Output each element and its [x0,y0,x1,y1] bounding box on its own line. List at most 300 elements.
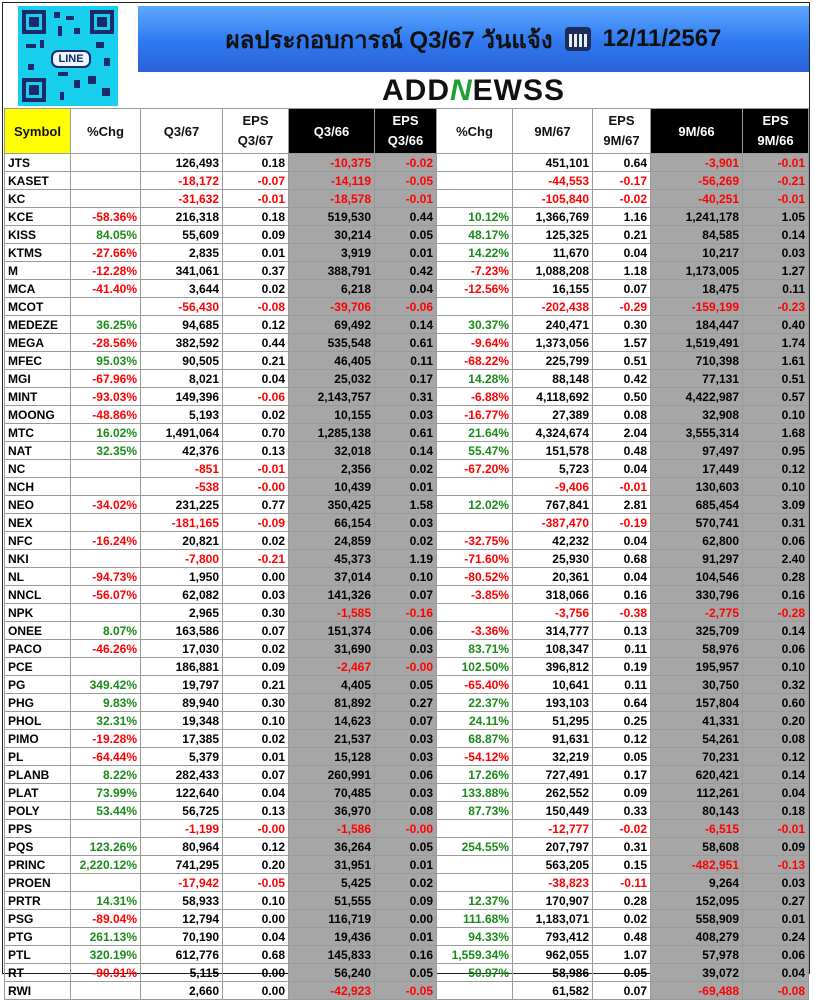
cell-chg-q3: -93.03% [71,388,141,406]
cell-9m-66: 325,709 [651,622,743,640]
cell-eps-q3-67: 0.03 [223,586,289,604]
cell-eps-q3-66: 1.19 [375,550,437,568]
cell-chg-9m [437,172,513,190]
cell-eps-9m-66: 0.60 [743,694,809,712]
col-header-q3-66: Q3/66 [289,109,375,154]
cell-9m-66: 157,804 [651,694,743,712]
cell-eps-9m-66: 0.31 [743,514,809,532]
cell-eps-q3-66: 0.09 [375,892,437,910]
cell-symbol: KCE [5,208,71,226]
cell-q3-66: 19,436 [289,928,375,946]
cell-eps-q3-67: 0.13 [223,802,289,820]
cell-q3-67: 1,491,064 [141,424,223,442]
table-row [5,208,809,226]
cell-chg-9m: -67.20% [437,460,513,478]
table-row [5,550,809,568]
cell-q3-66: 70,485 [289,784,375,802]
cell-9m-67: 25,930 [513,550,593,568]
qr-finder [90,10,114,34]
cell-chg-9m: 254.55% [437,838,513,856]
cell-chg-9m: -6.88% [437,388,513,406]
cell-chg-q3: 123.26% [71,838,141,856]
cell-9m-66: 10,217 [651,244,743,262]
cell-q3-67: 5,115 [141,964,223,982]
cell-eps-9m-67: 1.07 [593,946,651,964]
cell-q3-67: 58,933 [141,892,223,910]
cell-eps-q3-67: 0.77 [223,496,289,514]
cell-symbol: KISS [5,226,71,244]
cell-9m-66: 84,585 [651,226,743,244]
table-row [5,388,809,406]
cell-q3-66: 66,154 [289,514,375,532]
cell-q3-66: -42,923 [289,982,375,1000]
title-banner [138,6,809,72]
cell-9m-66: 80,143 [651,802,743,820]
cell-eps-9m-66: 0.04 [743,964,809,982]
cell-eps-q3-67: 0.70 [223,424,289,442]
cell-q3-67: 70,190 [141,928,223,946]
cell-q3-67: 2,835 [141,244,223,262]
cell-chg-q3: -41.40% [71,280,141,298]
cell-eps-q3-66: 0.14 [375,316,437,334]
cell-eps-q3-67: 0.21 [223,352,289,370]
table-row [5,226,809,244]
cell-9m-67: -387,470 [513,514,593,532]
cell-9m-67: 88,148 [513,370,593,388]
cell-9m-66: -482,951 [651,856,743,874]
col-header-eps-q3-67: EPS Q3/67 [223,109,289,154]
cell-eps-9m-66: -0.01 [743,154,809,172]
cell-eps-q3-67: 0.13 [223,442,289,460]
cell-chg-9m: 1,559.34% [437,946,513,964]
cell-eps-9m-66: 0.24 [743,928,809,946]
cell-chg-9m: 21.64% [437,424,513,442]
col-header-eps-9m-66: EPS 9M/66 [743,109,809,154]
col-header-chg-9m: %Chg [437,109,513,154]
cell-symbol: NEX [5,514,71,532]
cell-chg-q3: -56.07% [71,586,141,604]
cell-q3-66: 21,537 [289,730,375,748]
cell-chg-q3: 8.22% [71,766,141,784]
cell-9m-67: 150,449 [513,802,593,820]
page-title: ผลประกอบการณ์ Q3/67 วันแจ้ง [225,26,553,54]
cell-9m-66: 30,750 [651,676,743,694]
cell-eps-9m-67: -0.38 [593,604,651,622]
cell-eps-9m-67: 1.16 [593,208,651,226]
table-row [5,586,809,604]
cell-chg-9m [437,820,513,838]
cell-eps-q3-67: 0.07 [223,622,289,640]
cell-q3-66: 10,439 [289,478,375,496]
cell-eps-q3-67: -0.05 [223,874,289,892]
cell-eps-q3-66: 0.14 [375,442,437,460]
cell-eps-9m-67: 0.11 [593,676,651,694]
cell-chg-9m: -12.56% [437,280,513,298]
cell-9m-66: 17,449 [651,460,743,478]
table-row [5,622,809,640]
cell-eps-9m-66: 1.05 [743,208,809,226]
cell-9m-67: 1,183,071 [513,910,593,928]
cell-eps-9m-66: 0.32 [743,676,809,694]
cell-9m-67: 962,055 [513,946,593,964]
table-row [5,244,809,262]
cell-q3-67: 5,193 [141,406,223,424]
cell-q3-66: 14,623 [289,712,375,730]
cell-eps-9m-66: 0.06 [743,532,809,550]
cell-chg-9m: 102.50% [437,658,513,676]
cell-q3-67: 80,964 [141,838,223,856]
cell-q3-67: 186,881 [141,658,223,676]
cell-eps-9m-67: 0.04 [593,568,651,586]
cell-symbol: PLANB [5,766,71,784]
cell-eps-q3-66: 0.02 [375,460,437,478]
cell-chg-9m [437,874,513,892]
cell-eps-9m-67: 0.50 [593,388,651,406]
cell-eps-9m-67: 0.04 [593,460,651,478]
cell-q3-67: -7,800 [141,550,223,568]
table-row [5,280,809,298]
cell-eps-9m-67: -0.29 [593,298,651,316]
cell-eps-9m-67: 0.30 [593,316,651,334]
cell-q3-66: 151,374 [289,622,375,640]
cell-q3-66: 51,555 [289,892,375,910]
cell-chg-q3 [71,154,141,172]
cell-chg-q3: 261.13% [71,928,141,946]
cell-chg-9m: -65.40% [437,676,513,694]
cell-chg-9m: 48.17% [437,226,513,244]
cell-eps-9m-67: 0.64 [593,154,651,172]
logo-text-left: ADD [381,74,450,107]
cell-q3-66: 535,548 [289,334,375,352]
cell-symbol: MTC [5,424,71,442]
cell-eps-q3-67: -0.06 [223,388,289,406]
cell-chg-q3: -48.86% [71,406,141,424]
table-row [5,424,809,442]
cell-eps-q3-66: 0.42 [375,262,437,280]
cell-q3-66: 2,143,757 [289,388,375,406]
cell-chg-q3 [71,514,141,532]
cell-symbol: POLY [5,802,71,820]
cell-9m-66: 710,398 [651,352,743,370]
cell-chg-q3 [71,460,141,478]
cell-q3-66: 81,892 [289,694,375,712]
cell-q3-67: 282,433 [141,766,223,784]
cell-q3-67: 231,225 [141,496,223,514]
cell-9m-66: 57,978 [651,946,743,964]
cell-chg-9m: -7.23% [437,262,513,280]
cell-symbol: PIMO [5,730,71,748]
cell-eps-9m-66: -0.01 [743,820,809,838]
cell-q3-66: 10,155 [289,406,375,424]
cell-q3-67: 17,030 [141,640,223,658]
cell-chg-9m: -32.75% [437,532,513,550]
table-row [5,964,809,982]
cell-9m-67: -105,840 [513,190,593,208]
cell-eps-9m-67: 0.42 [593,370,651,388]
cell-9m-67: 51,295 [513,712,593,730]
table-row [5,748,809,766]
cell-9m-66: -56,269 [651,172,743,190]
cell-q3-67: 62,082 [141,586,223,604]
cell-chg-q3 [71,820,141,838]
cell-9m-67: 16,155 [513,280,593,298]
cell-chg-q3: 2,220.12% [71,856,141,874]
cell-eps-9m-66: 2.40 [743,550,809,568]
cell-eps-9m-66: 0.14 [743,622,809,640]
cell-q3-67: 122,640 [141,784,223,802]
cell-chg-9m [437,982,513,1000]
cell-chg-q3 [71,550,141,568]
cell-q3-67: 1,950 [141,568,223,586]
cell-chg-9m [437,298,513,316]
cell-9m-67: 10,641 [513,676,593,694]
cell-chg-9m: 94.33% [437,928,513,946]
table-row [5,982,809,1000]
cell-eps-9m-66: 0.18 [743,802,809,820]
cell-eps-q3-66: 0.44 [375,208,437,226]
col-header-9m-66: 9M/66 [651,109,743,154]
cell-eps-q3-67: -0.21 [223,550,289,568]
table-row [5,352,809,370]
cell-q3-66: 25,032 [289,370,375,388]
cell-chg-q3: -64.44% [71,748,141,766]
cell-q3-67: -1,199 [141,820,223,838]
cell-q3-66: 1,285,138 [289,424,375,442]
cell-9m-67: 125,325 [513,226,593,244]
cell-chg-9m: 68.87% [437,730,513,748]
cell-9m-67: 20,361 [513,568,593,586]
table-row [5,856,809,874]
cell-chg-9m: 14.28% [437,370,513,388]
logo-text-right: EWSS [472,74,566,107]
cell-9m-67: 262,552 [513,784,593,802]
cell-eps-q3-66: 0.01 [375,478,437,496]
table-row [5,370,809,388]
cell-eps-q3-66: 0.00 [375,910,437,928]
cell-symbol: NL [5,568,71,586]
cell-chg-q3 [71,172,141,190]
cell-eps-9m-67: -0.02 [593,820,651,838]
cell-symbol: NPK [5,604,71,622]
cell-symbol: RT [5,964,71,982]
cell-symbol: MCOT [5,298,71,316]
col-header-eps-q3-66: EPS Q3/66 [375,109,437,154]
table-row [5,316,809,334]
cell-eps-q3-66: 0.04 [375,280,437,298]
cell-symbol: M [5,262,71,280]
cell-chg-9m [437,514,513,532]
cell-symbol: NCH [5,478,71,496]
cell-eps-9m-66: 0.01 [743,910,809,928]
cell-eps-q3-66: 0.01 [375,856,437,874]
cell-9m-66: 685,454 [651,496,743,514]
cell-chg-9m [437,190,513,208]
cell-eps-q3-67: 0.30 [223,604,289,622]
cell-chg-9m: 83.71% [437,640,513,658]
cell-9m-67: 793,412 [513,928,593,946]
cell-q3-67: 90,505 [141,352,223,370]
cell-9m-66: 62,800 [651,532,743,550]
table-row [5,190,809,208]
cell-9m-67: 108,347 [513,640,593,658]
line-qr-code[interactable] [18,6,118,106]
cell-chg-9m: 12.02% [437,496,513,514]
cell-chg-q3: -94.73% [71,568,141,586]
cell-eps-9m-67: 0.08 [593,406,651,424]
cell-eps-q3-67: 0.12 [223,838,289,856]
cell-symbol: NNCL [5,586,71,604]
cell-chg-q3: 9.83% [71,694,141,712]
cell-chg-9m: 17.26% [437,766,513,784]
col-header-eps-9m-67: EPS 9M/67 [593,109,651,154]
cell-chg-q3: -28.56% [71,334,141,352]
cell-eps-9m-67: 1.18 [593,262,651,280]
cell-chg-q3: -58.36% [71,208,141,226]
cell-eps-9m-67: 0.13 [593,622,651,640]
cell-q3-66: 5,425 [289,874,375,892]
cell-eps-9m-67: 0.48 [593,442,651,460]
cell-symbol: NEO [5,496,71,514]
col-header-chg-q3: %Chg [71,109,141,154]
table-row [5,874,809,892]
cell-q3-66: 56,240 [289,964,375,982]
cell-9m-67: 396,812 [513,658,593,676]
table-row [5,694,809,712]
cell-eps-q3-67: 0.10 [223,712,289,730]
cell-9m-66: 1,173,005 [651,262,743,280]
cell-9m-67: -12,777 [513,820,593,838]
cell-chg-9m: -68.22% [437,352,513,370]
cell-eps-9m-67: 0.68 [593,550,651,568]
cell-chg-q3: -89.04% [71,910,141,928]
cell-q3-67: 12,794 [141,910,223,928]
cell-eps-9m-66: 0.03 [743,244,809,262]
cell-symbol: MEDEZE [5,316,71,334]
cell-q3-66: 37,014 [289,568,375,586]
cell-eps-q3-67: 0.12 [223,316,289,334]
cell-eps-9m-67: 0.02 [593,910,651,928]
cell-eps-q3-66: 0.05 [375,226,437,244]
cell-eps-q3-66: 0.06 [375,766,437,784]
cell-eps-q3-66: -0.05 [375,982,437,1000]
cell-eps-q3-66: 0.61 [375,424,437,442]
cell-symbol: PHG [5,694,71,712]
table-row [5,478,809,496]
cell-q3-66: 31,690 [289,640,375,658]
cell-9m-67: 27,389 [513,406,593,424]
cell-chg-9m [437,604,513,622]
cell-eps-q3-67: 0.18 [223,154,289,172]
cell-eps-9m-66: 0.12 [743,460,809,478]
cell-eps-9m-67: 0.09 [593,784,651,802]
cell-9m-67: 193,103 [513,694,593,712]
cell-eps-q3-67: 0.37 [223,262,289,280]
cell-chg-q3: 14.31% [71,892,141,910]
cell-q3-67: 149,396 [141,388,223,406]
cell-chg-9m: -80.52% [437,568,513,586]
cell-chg-9m: -3.85% [437,586,513,604]
cell-q3-66: 69,492 [289,316,375,334]
cell-chg-q3 [71,874,141,892]
cell-9m-67: 61,582 [513,982,593,1000]
cell-eps-9m-66: 0.06 [743,640,809,658]
cell-symbol: PL [5,748,71,766]
cell-9m-67: 170,907 [513,892,593,910]
cell-symbol: PPS [5,820,71,838]
cell-symbol: MCA [5,280,71,298]
cell-chg-9m: 111.68% [437,910,513,928]
cell-eps-9m-66: 0.20 [743,712,809,730]
cell-eps-q3-67: 0.04 [223,928,289,946]
table-row [5,838,809,856]
cell-eps-q3-67: 0.07 [223,766,289,784]
cell-eps-q3-67: 0.18 [223,208,289,226]
cell-eps-q3-66: 0.05 [375,676,437,694]
cell-9m-67: 451,101 [513,154,593,172]
cell-9m-66: 570,741 [651,514,743,532]
cell-9m-67: 4,324,674 [513,424,593,442]
cell-eps-9m-66: 0.57 [743,388,809,406]
qr-line-label: LINE [51,50,91,68]
cell-eps-9m-67: 0.19 [593,658,651,676]
cell-symbol: PROEN [5,874,71,892]
cell-q3-67: -538 [141,478,223,496]
cell-chg-q3: 32.31% [71,712,141,730]
cell-symbol: PTG [5,928,71,946]
cell-chg-q3 [71,298,141,316]
cell-symbol: PHOL [5,712,71,730]
cell-chg-9m: -9.64% [437,334,513,352]
table-row [5,802,809,820]
cell-eps-9m-67: -0.17 [593,172,651,190]
cell-chg-q3: -34.02% [71,496,141,514]
table-row [5,766,809,784]
cell-chg-9m: 50.97% [437,964,513,982]
addnewss-logo [138,72,809,108]
cell-symbol: MGI [5,370,71,388]
cell-q3-66: -1,585 [289,604,375,622]
cell-chg-q3: -16.24% [71,532,141,550]
cell-q3-67: -56,430 [141,298,223,316]
cell-eps-9m-67: 2.04 [593,424,651,442]
cell-chg-q3: 36.25% [71,316,141,334]
table-row [5,262,809,280]
cell-eps-q3-66: 0.03 [375,640,437,658]
cell-eps-9m-67: 0.64 [593,694,651,712]
cell-chg-q3: 73.99% [71,784,141,802]
cell-eps-q3-67: -0.01 [223,190,289,208]
table-row [5,334,809,352]
cell-chg-9m: 22.37% [437,694,513,712]
cell-q3-67: 3,644 [141,280,223,298]
cell-9m-66: 1,519,491 [651,334,743,352]
cell-chg-9m: 12.37% [437,892,513,910]
cell-eps-q3-66: 0.10 [375,568,437,586]
cell-eps-9m-67: 0.33 [593,802,651,820]
cell-chg-q3: -27.66% [71,244,141,262]
cell-q3-66: 116,719 [289,910,375,928]
cell-eps-9m-66: 0.16 [743,586,809,604]
cell-chg-9m: -71.60% [437,550,513,568]
cell-eps-9m-66: 0.51 [743,370,809,388]
cell-q3-66: 36,264 [289,838,375,856]
cell-q3-66: -14,119 [289,172,375,190]
cell-chg-9m: 14.22% [437,244,513,262]
cell-q3-67: 19,797 [141,676,223,694]
cell-symbol: NKI [5,550,71,568]
cell-9m-66: -3,901 [651,154,743,172]
cell-eps-q3-66: 0.06 [375,622,437,640]
